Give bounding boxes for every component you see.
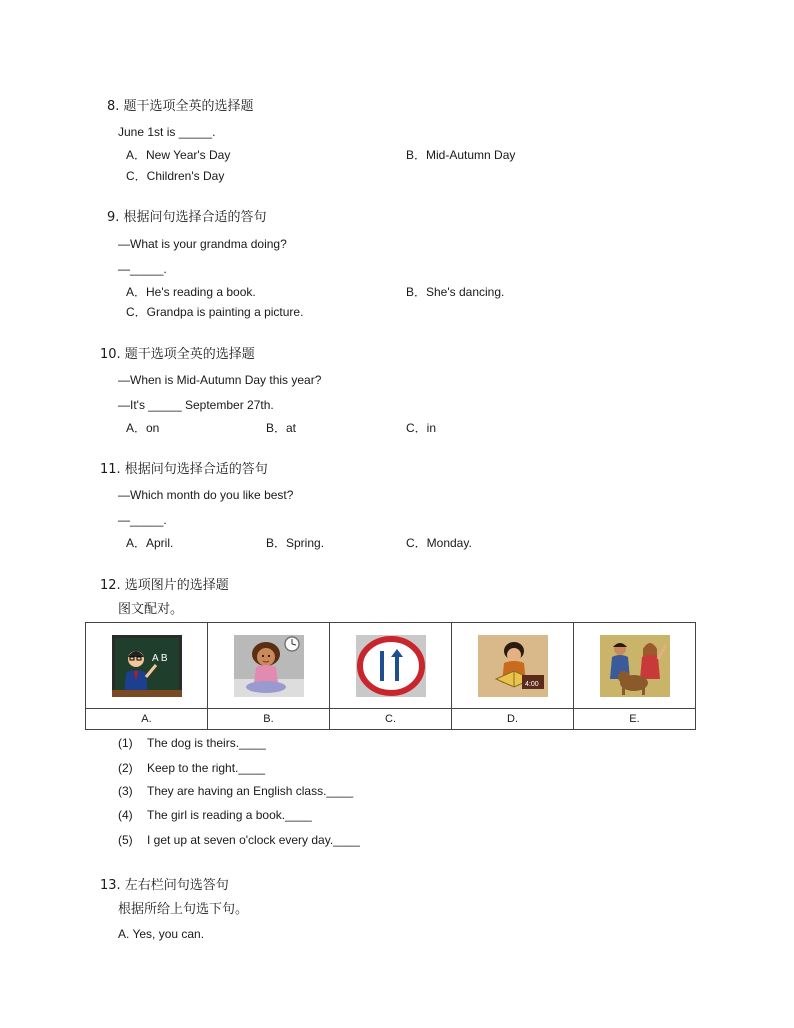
q11-option-a[interactable]: A．April. [126, 536, 174, 550]
picture-label-a: A. [86, 709, 208, 730]
picture-label-c: C. [330, 709, 452, 730]
q12-item-text: The girl is reading a book.____ [147, 808, 312, 822]
q12-item-number: (5) [118, 833, 133, 847]
q12-item-text: I get up at seven o'clock every day.____ [147, 833, 360, 847]
picture-cell-b[interactable] [208, 623, 330, 709]
keep-right-sign-image [356, 635, 426, 697]
q8-option-b[interactable]: B．Mid-Autumn Day [406, 148, 516, 162]
q8-stem: June 1st is _____. [118, 125, 216, 139]
q9-option-a[interactable]: A．He's reading a book. [126, 285, 256, 299]
q11-answer-blank: —_____. [118, 513, 167, 527]
q12-heading: 12. 选项图片的选择题 [100, 578, 229, 593]
picture-label-e: E. [574, 709, 696, 730]
q9-option-c[interactable]: C．Grandpa is painting a picture. [126, 305, 304, 319]
q13-heading: 13. 左右栏问句选答句 [100, 878, 229, 893]
q10-answer-blank: —It's _____ September 27th. [118, 398, 274, 412]
boy-reading-image [478, 635, 548, 697]
q9-question: —What is your grandma doing? [118, 237, 287, 251]
q11-option-c[interactable]: C．Monday. [406, 536, 472, 550]
q12-item-text: They are having an English class.____ [147, 784, 354, 798]
girl-with-clock-image [234, 635, 304, 697]
q10-question: —When is Mid-Autumn Day this year? [118, 373, 322, 387]
q10-option-a[interactable]: A．on [126, 421, 160, 435]
q12-item-number: (2) [118, 761, 133, 775]
q13-option-a[interactable]: A. Yes, you can. [118, 927, 205, 941]
q12-instruction: 图文配对。 [118, 602, 184, 617]
q10-option-b[interactable]: B．at [266, 421, 297, 435]
q9-heading: 9. 根据问句选择合适的答句 [107, 210, 267, 225]
q11-heading: 11. 根据问句选择合适的答句 [100, 462, 268, 477]
q8-option-a[interactable]: A．New Year's Day [126, 148, 231, 162]
q13-instruction: 根据所给上句选下句。 [118, 902, 249, 917]
picture-label-b: B. [208, 709, 330, 730]
clock-readout: 4:00 [524, 680, 539, 688]
q8-option-c[interactable]: C．Children's Day [126, 169, 225, 183]
q9-option-b[interactable]: B．She's dancing. [406, 285, 505, 299]
q12-item-number: (3) [118, 784, 133, 798]
board-letters: A B [151, 652, 168, 664]
q11-option-b[interactable]: B．Spring. [266, 536, 325, 550]
family-dog-image [600, 635, 670, 697]
picture-cell-c[interactable] [330, 623, 452, 709]
teacher-blackboard-image [112, 635, 182, 697]
q10-option-c[interactable]: C．in [406, 421, 437, 435]
picture-label-d: D. [452, 709, 574, 730]
q8-heading: 8. 题干选项全英的选择题 [107, 99, 254, 114]
picture-cell-d[interactable] [452, 623, 574, 709]
q12-item-number: (1) [118, 736, 133, 750]
picture-cell-a[interactable] [86, 623, 208, 709]
q12-item-number: (4) [118, 808, 133, 822]
q12-item-text: Keep to the right.____ [147, 761, 266, 775]
q10-heading: 10. 题干选项全英的选择题 [100, 347, 255, 362]
q9-answer-blank: —_____. [118, 262, 167, 276]
q11-question: —Which month do you like best? [118, 488, 294, 502]
picture-cell-e[interactable] [574, 623, 696, 709]
q12-item-text: The dog is theirs.____ [147, 736, 266, 750]
picture-table [85, 622, 696, 730]
